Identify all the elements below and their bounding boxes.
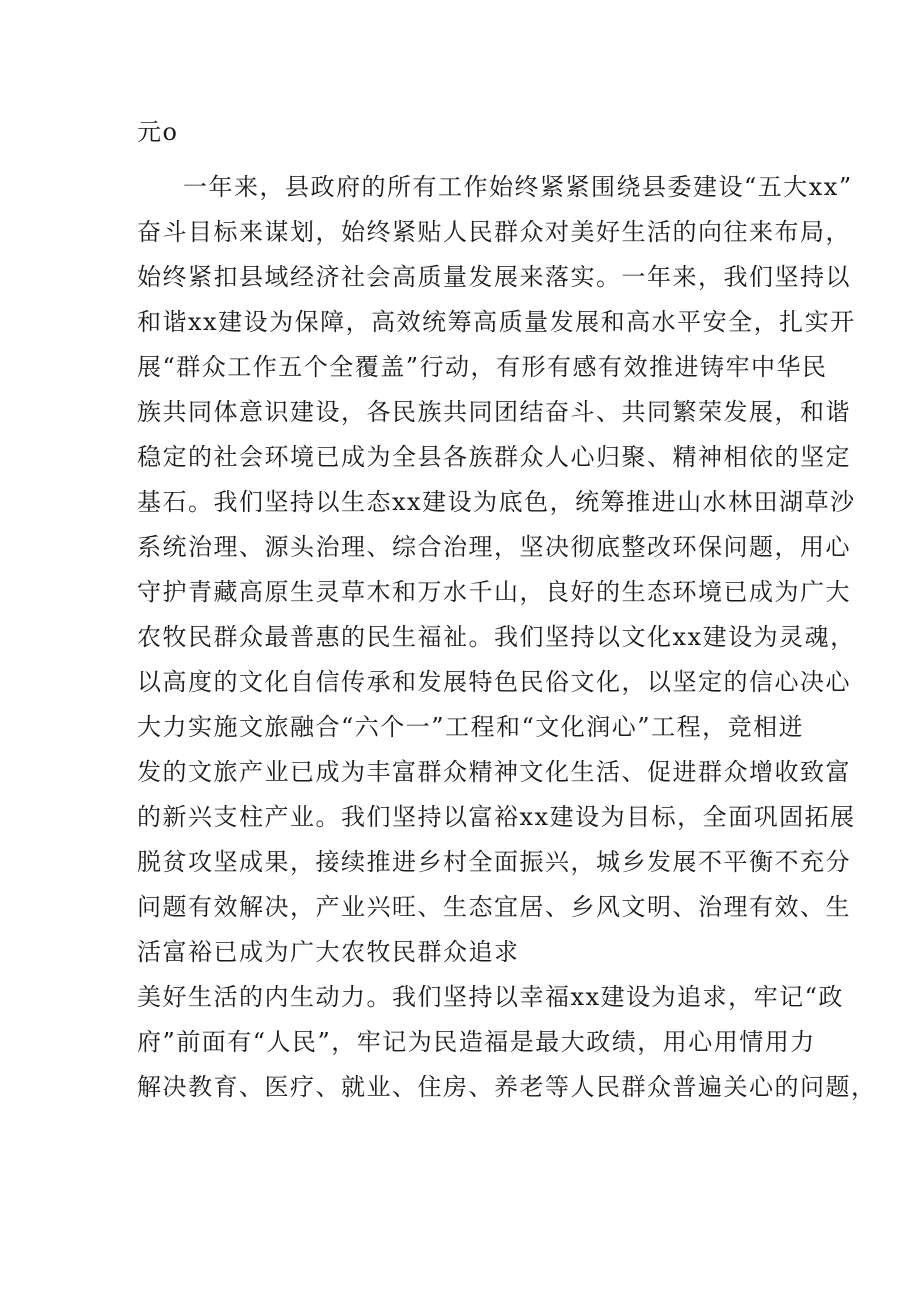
text-line: 族共同体意识建设，各民族共同团结奋斗、共同繁荣发展，和谐	[137, 398, 851, 426]
text-line: 脱贫攻坚成果，接续推进乡村全面振兴，城乡发展不平衡不充分	[137, 848, 851, 876]
text-line: 基石。我们坚持以生态xx建设为底色，统筹推进山水林田湖草沙	[137, 488, 856, 516]
text-line: 府”前面有“人民”，牢记为民造福是最大政绩，用心用情用力	[137, 1028, 816, 1056]
text-line: 系统治理、源头治理、综合治理，坚决彻底整改环保问题，用心	[137, 533, 851, 561]
text-line: 发的文旅产业已成为丰富群众精神文化生活、促进群众增收致富	[137, 758, 851, 786]
text-line: 守护青藏高原生灵草木和万水千山，良好的生态环境已成为广大	[137, 578, 851, 606]
text-line: 大力实施文旅融合“六个一”工程和“文化润心”工程，竞相迸	[137, 713, 805, 741]
text-line: 元o	[137, 118, 179, 146]
text-line: 解决教育、医疗、就业、住房、养老等人民群众普遍关心的问题，	[137, 1073, 877, 1101]
text-line: 奋斗目标来谋划，始终紧贴人民群众对美好生活的向往来布局，	[137, 218, 851, 246]
text-line: 的新兴支柱产业。我们坚持以富裕xx建设为目标，全面巩固拓展	[137, 803, 856, 831]
text-line: 美好生活的内生动力。我们坚持以幸福xx建设为追求，牢记“政	[137, 983, 844, 1011]
text-line: 以高度的文化自信传承和发展特色民俗文化，以坚定的信心决心	[137, 668, 851, 696]
text-line: 展“群众工作五个全覆盖”行动，有形有感有效推进铸牢中华民	[137, 353, 828, 381]
text-line: 稳定的社会环境已成为全县各族群众人心归聚、精神相依的坚定	[137, 443, 851, 471]
paragraph-first-line: 一年来，县政府的所有工作始终紧紧围绕县委建设“五大xx”	[183, 173, 853, 201]
text-line: 问题有效解决，产业兴旺、生态宜居、乡风文明、治理有效、生	[137, 893, 851, 921]
text-line: 和谐xx建设为保障，高效统筹高质量发展和高水平安全，扎实开	[137, 308, 856, 336]
text-line: 农牧民群众最普惠的民生福祉。我们坚持以文化xx建设为灵魂，	[137, 623, 856, 651]
text-line: 活富裕已成为广大农牧民群众追求	[137, 938, 520, 966]
text-line: 始终紧扣县域经济社会高质量发展来落实。一年来，我们坚持以	[137, 263, 851, 291]
